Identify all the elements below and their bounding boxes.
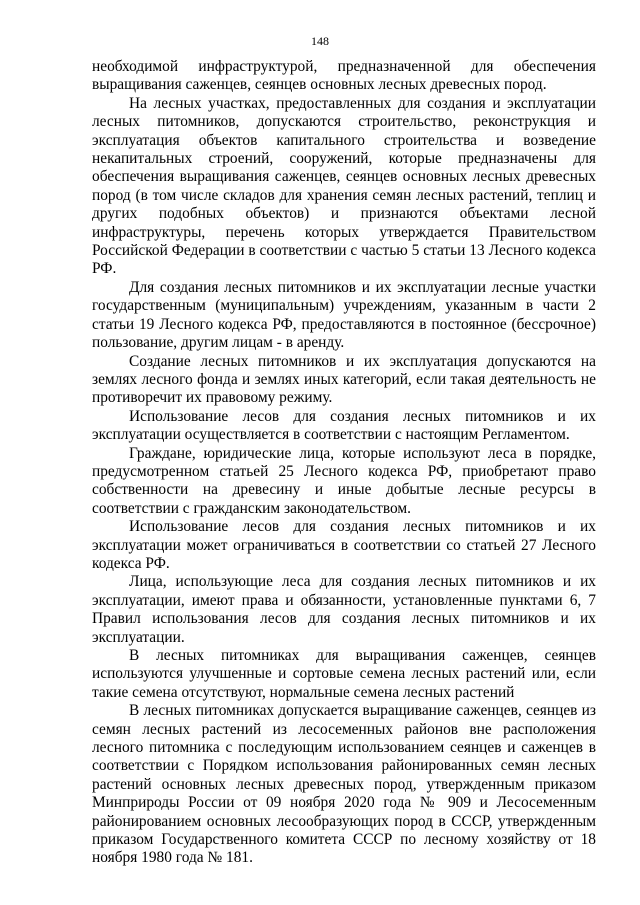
paragraph-9: В лесных питомниках для выращивания саженцев, сеянцев используются улучшенные и сортовые семена лесных растений или, если такие семена отсутствуют, нормальные семена лесных растений	[92, 647, 596, 701]
paragraph-1: необходимой инфраструктурой, предназначенной для обеспечения выращивания саженцев, сеянцев основных лесных древесных пород.	[92, 58, 596, 94]
paragraph-3: Для создания лесных питомников и их эксплуатации лесные участки государственным (муниципальным) учреждениям, указанным в части 2 статьи 19 Лесного кодекса РФ, предоставляются в постоянное (бессрочное) пользование, другим лицам - в аренду.	[92, 278, 596, 352]
page-number: 148	[311, 34, 329, 48]
paragraph-8: Лица, использующие леса для создания лесных питомников и их эксплуатации, имеют права и обязанности, установленные пунктами 6, 7 Правил использования лесов для создания лесных питомников и их эксплуатации.	[92, 573, 596, 646]
paragraph-6: Граждане, юридические лица, которые используют леса в порядке, предусмотренном статьей 25 Лесного кодекса РФ, приобретают право собственности на древесину и иные добытые лесные ресурсы в соответствии с гражданским законодательством.	[92, 444, 596, 517]
paragraph-4: Создание лесных питомников и их эксплуатация допускаются на землях лесного фонда и землях иных категорий, если такая деятельность не противоречит их правовому режиму.	[92, 352, 596, 407]
paragraph-7: Использование лесов для создания лесных питомников и их эксплуатации может ограничиваться в соответствии со статьей 27 Лесного кодекса РФ.	[92, 518, 596, 572]
paragraph-2: На лесных участках, предоставленных для создания и эксплуатации лесных питомников, допускаются строительство, реконструкция и эксплуатация объектов капитального строительства и возведение некапитальных строений, сооружений, которые предназначены для обеспечения выращивания саженцев, сеянцев основных лесных древесных пород (в том числе складов для хранения семян лесных растений, теплиц и других подобных объектов) и признаются объектами лесной инфраструктуры, перечень которых утверждается Правительством Российской Федерации в соответствии с частью 5 статьи 13 Лесного кодекса РФ.	[92, 94, 596, 278]
paragraph-10: В лесных питомниках допускается выращивание саженцев, сеянцев из семян лесных растений из лесосеменных районов вне расположения лесного питомника с последующим использованием сеянцев и саженцев в соответствии с Порядком использования районированных семян лесных растений основных лесных древесных пород, утвержденным приказом Минприроды России от 09 ноября 2020 года № 909 и Лесосеменным районированием основных лесообразующих пород в СССР, утвержденным приказом Государственного комитета СССР по лесному хозяйству от 18 ноября 1980 года № 181.	[92, 702, 596, 867]
page-body	[92, 58, 596, 868]
paragraph-5: Использование лесов для создания лесных питомников и их эксплуатации осуществляется в соответствии с настоящим Регламентом.	[92, 407, 596, 444]
